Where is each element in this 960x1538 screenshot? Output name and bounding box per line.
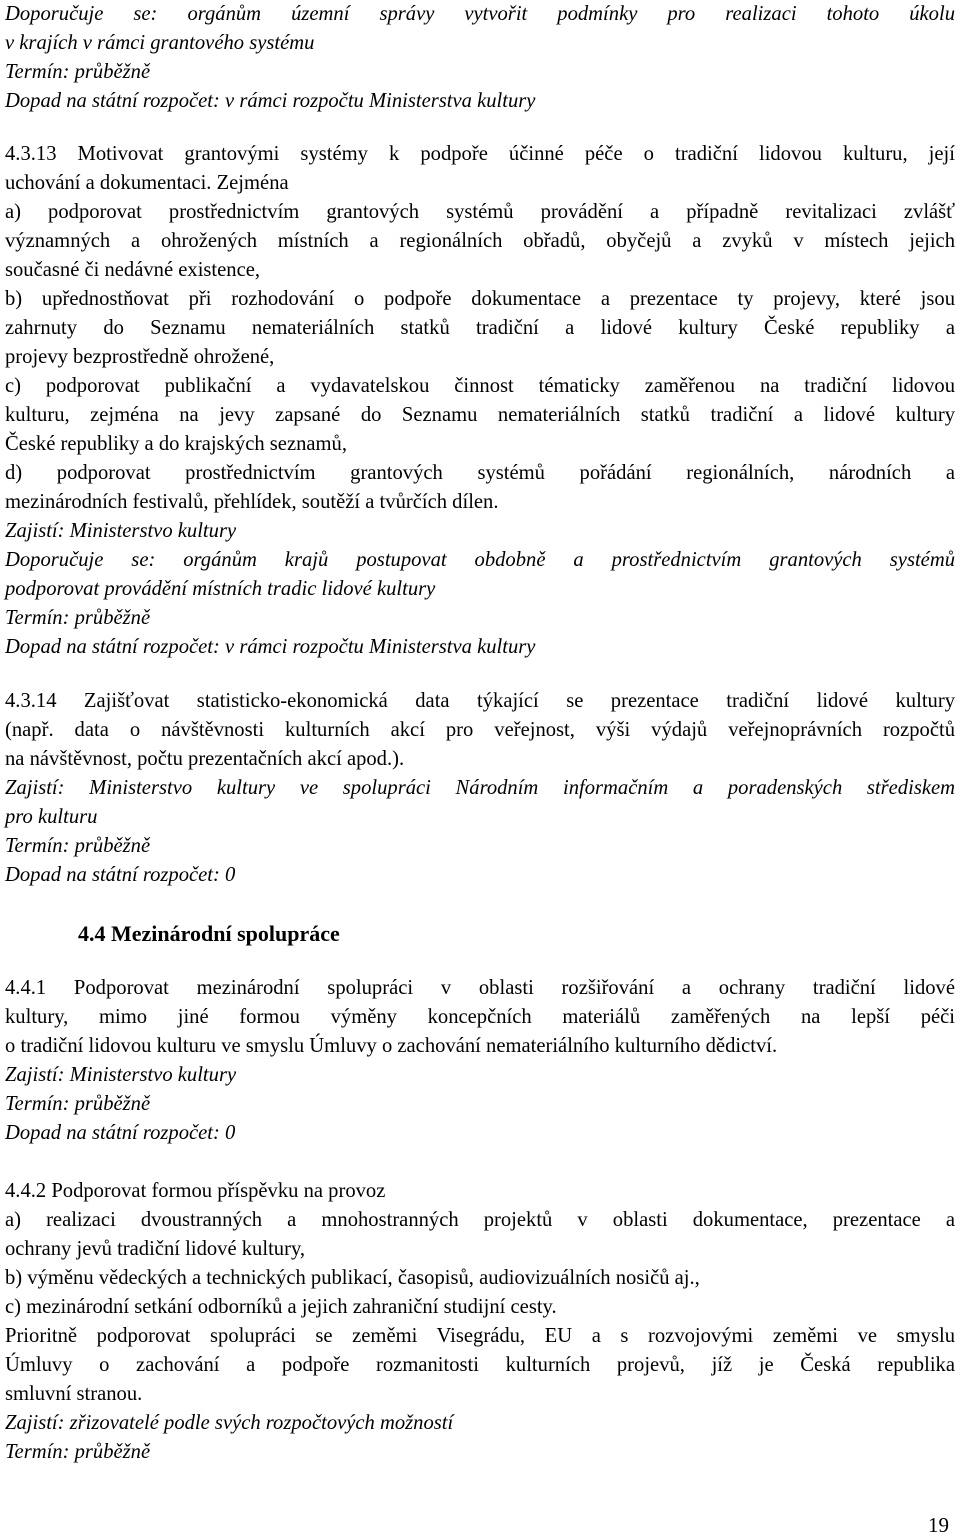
text-line: na návštěvnost, počtu prezentačních akcí apod.). bbox=[5, 748, 405, 770]
text-line: o tradiční lidovou kulturu ve smyslu Úmluvy o zachování nemateriálního kulturního dědictví. bbox=[5, 1035, 778, 1057]
text-line: ochrany jevů tradiční lidové kultury, bbox=[5, 1238, 306, 1260]
text-line: Prioritně podporovat spolupráci se zeměmi Visegrádu, EU a s rozvojovými zeměmi ve smyslu bbox=[5, 1325, 955, 1347]
page-number: 19 bbox=[928, 1513, 949, 1537]
text-line: Doporučuje se: orgánům krajů postupovat obdobně a prostřednictvím grantových systémů bbox=[5, 549, 955, 571]
section-item: 4.4.1 Podporovat mezinárodní spolupráci v oblasti rozšiřování a ochrany tradiční lidové bbox=[5, 977, 955, 999]
text-line: v krajích v rámci grantového systému bbox=[5, 32, 315, 54]
term-line: Termín: průběžně bbox=[5, 61, 151, 83]
responsible-line: Zajistí: Ministerstvo kultury bbox=[5, 520, 237, 542]
text-line: zahrnuty do Seznamu nemateriálních statků tradiční a lidové kultury České republiky a bbox=[5, 317, 955, 339]
text-line: kulturu, zejména na jevy zapsané do Seznamu nemateriálních statků tradiční a lidové kultury bbox=[5, 404, 955, 426]
section-item: 4.3.13 Motivovat grantovými systémy k podpoře účinné péče o tradiční lidovou kulturu, její bbox=[5, 143, 955, 165]
text-line: uchování a dokumentaci. Zejména bbox=[5, 172, 289, 194]
section-heading: 4.4 Mezinárodní spolupráce bbox=[78, 921, 340, 946]
budget-line: Dopad na státní rozpočet: 0 bbox=[5, 864, 236, 886]
term-line: Termín: průběžně bbox=[5, 1441, 151, 1463]
term-line: Termín: průběžně bbox=[5, 607, 151, 629]
term-line: Termín: průběžně bbox=[5, 835, 151, 857]
text-line: České republiky a do krajských seznamů, bbox=[5, 433, 347, 455]
text-line: a) podporovat prostřednictvím grantových systémů provádění a případně revitalizaci zvlášť bbox=[5, 201, 955, 223]
text-line: významných a ohrožených místních a regionálních obřadů, obyčejů a zvyků v místech jejich bbox=[5, 230, 955, 252]
section-item: 4.4.2 Podporovat formou příspěvku na provoz bbox=[5, 1180, 386, 1202]
text-line: c) podporovat publikační a vydavatelskou činnost tématicky zaměřenou na tradiční lidovou bbox=[5, 375, 955, 397]
text-line: pro kulturu bbox=[5, 806, 98, 828]
term-line: Termín: průběžně bbox=[5, 1093, 151, 1115]
text-line: smluvní stranou. bbox=[5, 1383, 143, 1405]
budget-line: Dopad na státní rozpočet: 0 bbox=[5, 1122, 236, 1144]
section-item: 4.3.14 Zajišťovat statisticko-ekonomická data týkající se prezentace tradiční lidové kultury bbox=[5, 690, 955, 712]
text-line: b) upřednostňovat při rozhodování o podpoře dokumentace a prezentace ty projevy, které jsou bbox=[5, 288, 955, 310]
text-line: d) podporovat prostřednictvím grantových systémů pořádání regionálních, národních a bbox=[5, 462, 955, 484]
text-line: kultury, mimo jiné formou výměny koncepčních materiálů zaměřených na lepší péči bbox=[5, 1006, 955, 1028]
responsible-line: Zajistí: zřizovatelé podle svých rozpočtových možností bbox=[5, 1412, 454, 1434]
text-line: Úmluvy o zachování a podpoře rozmanitosti kulturních projevů, jíž je Česká republika bbox=[5, 1354, 955, 1376]
responsible-line: Zajistí: Ministerstvo kultury ve spolupráci Národním informačním a poradenských střediskem bbox=[5, 777, 955, 799]
text-line: projevy bezprostředně ohrožené, bbox=[5, 346, 275, 368]
text-line: c) mezinárodní setkání odborníků a jejich zahraniční studijní cesty. bbox=[5, 1296, 557, 1318]
text-line: mezinárodních festivalů, přehlídek, soutěží a tvůrčích dílen. bbox=[5, 491, 499, 513]
text-line: podporovat provádění místních tradic lidové kultury bbox=[5, 578, 436, 600]
responsible-line: Zajistí: Ministerstvo kultury bbox=[5, 1064, 237, 1086]
text-line: současné či nedávné existence, bbox=[5, 259, 261, 281]
text-line: (např. data o návštěvnosti kulturních akcí pro veřejnost, výši výdajů veřejnoprávních rozpočtů bbox=[5, 719, 955, 741]
text-line: a) realizaci dvoustranných a mnohostranných projektů v oblasti dokumentace, prezentace a bbox=[5, 1209, 955, 1231]
text-line: b) výměnu vědeckých a technických publikací, časopisů, audiovizuálních nosičů aj., bbox=[5, 1267, 700, 1289]
budget-line: Dopad na státní rozpočet: v rámci rozpočtu Ministerstva kultury bbox=[5, 636, 536, 658]
text-line: Doporučuje se: orgánům územní správy vytvořit podmínky pro realizaci tohoto úkolu bbox=[5, 3, 955, 25]
budget-line: Dopad na státní rozpočet: v rámci rozpočtu Ministerstva kultury bbox=[5, 90, 536, 112]
